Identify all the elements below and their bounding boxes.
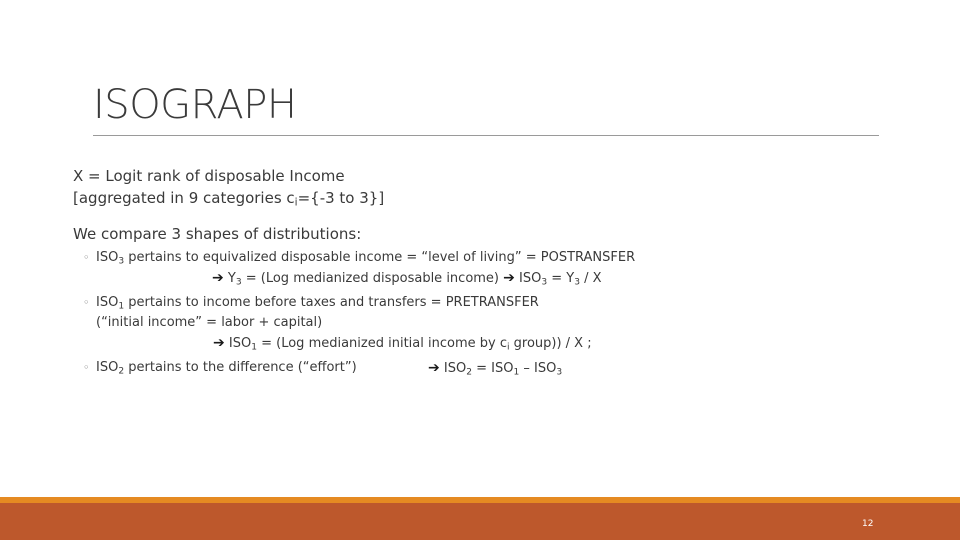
body-line-intro: We compare 3 shapes of distributions: bbox=[73, 225, 362, 243]
iso3-label: ISO bbox=[96, 250, 119, 265]
iso2-formula-label: ISO bbox=[439, 361, 467, 376]
bullet-iso2-formula bbox=[428, 360, 562, 376]
iso1-formula-subscript: 1 bbox=[251, 342, 257, 353]
iso2-label: ISO bbox=[96, 360, 119, 375]
iso1-formula-mid: = (Log medianized initial income by c bbox=[256, 336, 507, 351]
iso1-formula-label: ISO bbox=[224, 336, 252, 351]
iso3-text: pertains to equivalized disposable income = “level of living” = POSTRANSFER bbox=[124, 250, 636, 265]
iso1-subscript: 1 bbox=[118, 301, 125, 312]
iso2-text: pertains to the difference (“effort”) bbox=[124, 360, 357, 375]
bullet-iso1-formula bbox=[213, 335, 592, 351]
arrow-right-icon: ➔ bbox=[503, 270, 515, 286]
iso2-formula-minus: – ISO bbox=[519, 361, 557, 376]
iso3-formula-subscript: 3 bbox=[541, 277, 548, 288]
iso3-formula-label: ISO bbox=[514, 271, 542, 286]
arrow-right-icon: ➔ bbox=[428, 360, 440, 376]
categories-range: ={-3 to 3}] bbox=[297, 189, 385, 207]
categories-subscript: i bbox=[294, 196, 298, 209]
categories-text: [aggregated in 9 categories c bbox=[73, 189, 295, 207]
y3-subscript: 3 bbox=[235, 277, 242, 288]
bullet-iso1-note: (“initial income” = labor + capital) bbox=[96, 315, 323, 330]
iso1-label: ISO bbox=[96, 295, 119, 310]
y3-label: Y bbox=[223, 271, 236, 286]
bullet-marker-1: ◦ bbox=[83, 251, 90, 264]
iso3-subscript: 3 bbox=[118, 256, 125, 267]
bullet-iso2 bbox=[96, 360, 357, 375]
slide-title: ISOGRAPH bbox=[93, 82, 297, 128]
iso1-text: pertains to income before taxes and transfers = PRETRANSFER bbox=[124, 295, 539, 310]
iso2-formula-iso3-subscript: 3 bbox=[556, 367, 563, 378]
footer-bar bbox=[0, 503, 960, 540]
body-line-categories bbox=[73, 189, 384, 207]
arrow-right-icon: ➔ bbox=[213, 335, 225, 351]
iso2-formula-iso1-subscript: 1 bbox=[513, 367, 520, 378]
page-number: 12 bbox=[862, 519, 874, 529]
iso1-formula-c-subscript: i bbox=[506, 342, 510, 353]
bullet-iso3-formula bbox=[212, 270, 602, 286]
bullet-marker-2: ◦ bbox=[83, 296, 90, 309]
bullet-iso1 bbox=[96, 295, 539, 310]
iso2-formula-subscript: 2 bbox=[466, 367, 472, 378]
arrow-right-icon: ➔ bbox=[212, 270, 224, 286]
bullet-marker-3: ◦ bbox=[83, 361, 90, 374]
bullet-iso3 bbox=[96, 250, 635, 265]
iso2-formula-eq: = ISO bbox=[471, 361, 514, 376]
title-divider bbox=[93, 135, 879, 136]
iso3-formula-end: / X bbox=[580, 271, 602, 286]
iso2-subscript: 2 bbox=[118, 366, 125, 377]
iso3-formula-y-subscript: 3 bbox=[574, 277, 581, 288]
iso3-formula-eq: = Y bbox=[547, 271, 575, 286]
body-line-x-definition: X = Logit rank of disposable Income bbox=[73, 167, 345, 185]
y3-definition: = (Log medianized disposable income) bbox=[241, 271, 504, 286]
iso1-formula-end: group)) / X ; bbox=[509, 336, 592, 351]
